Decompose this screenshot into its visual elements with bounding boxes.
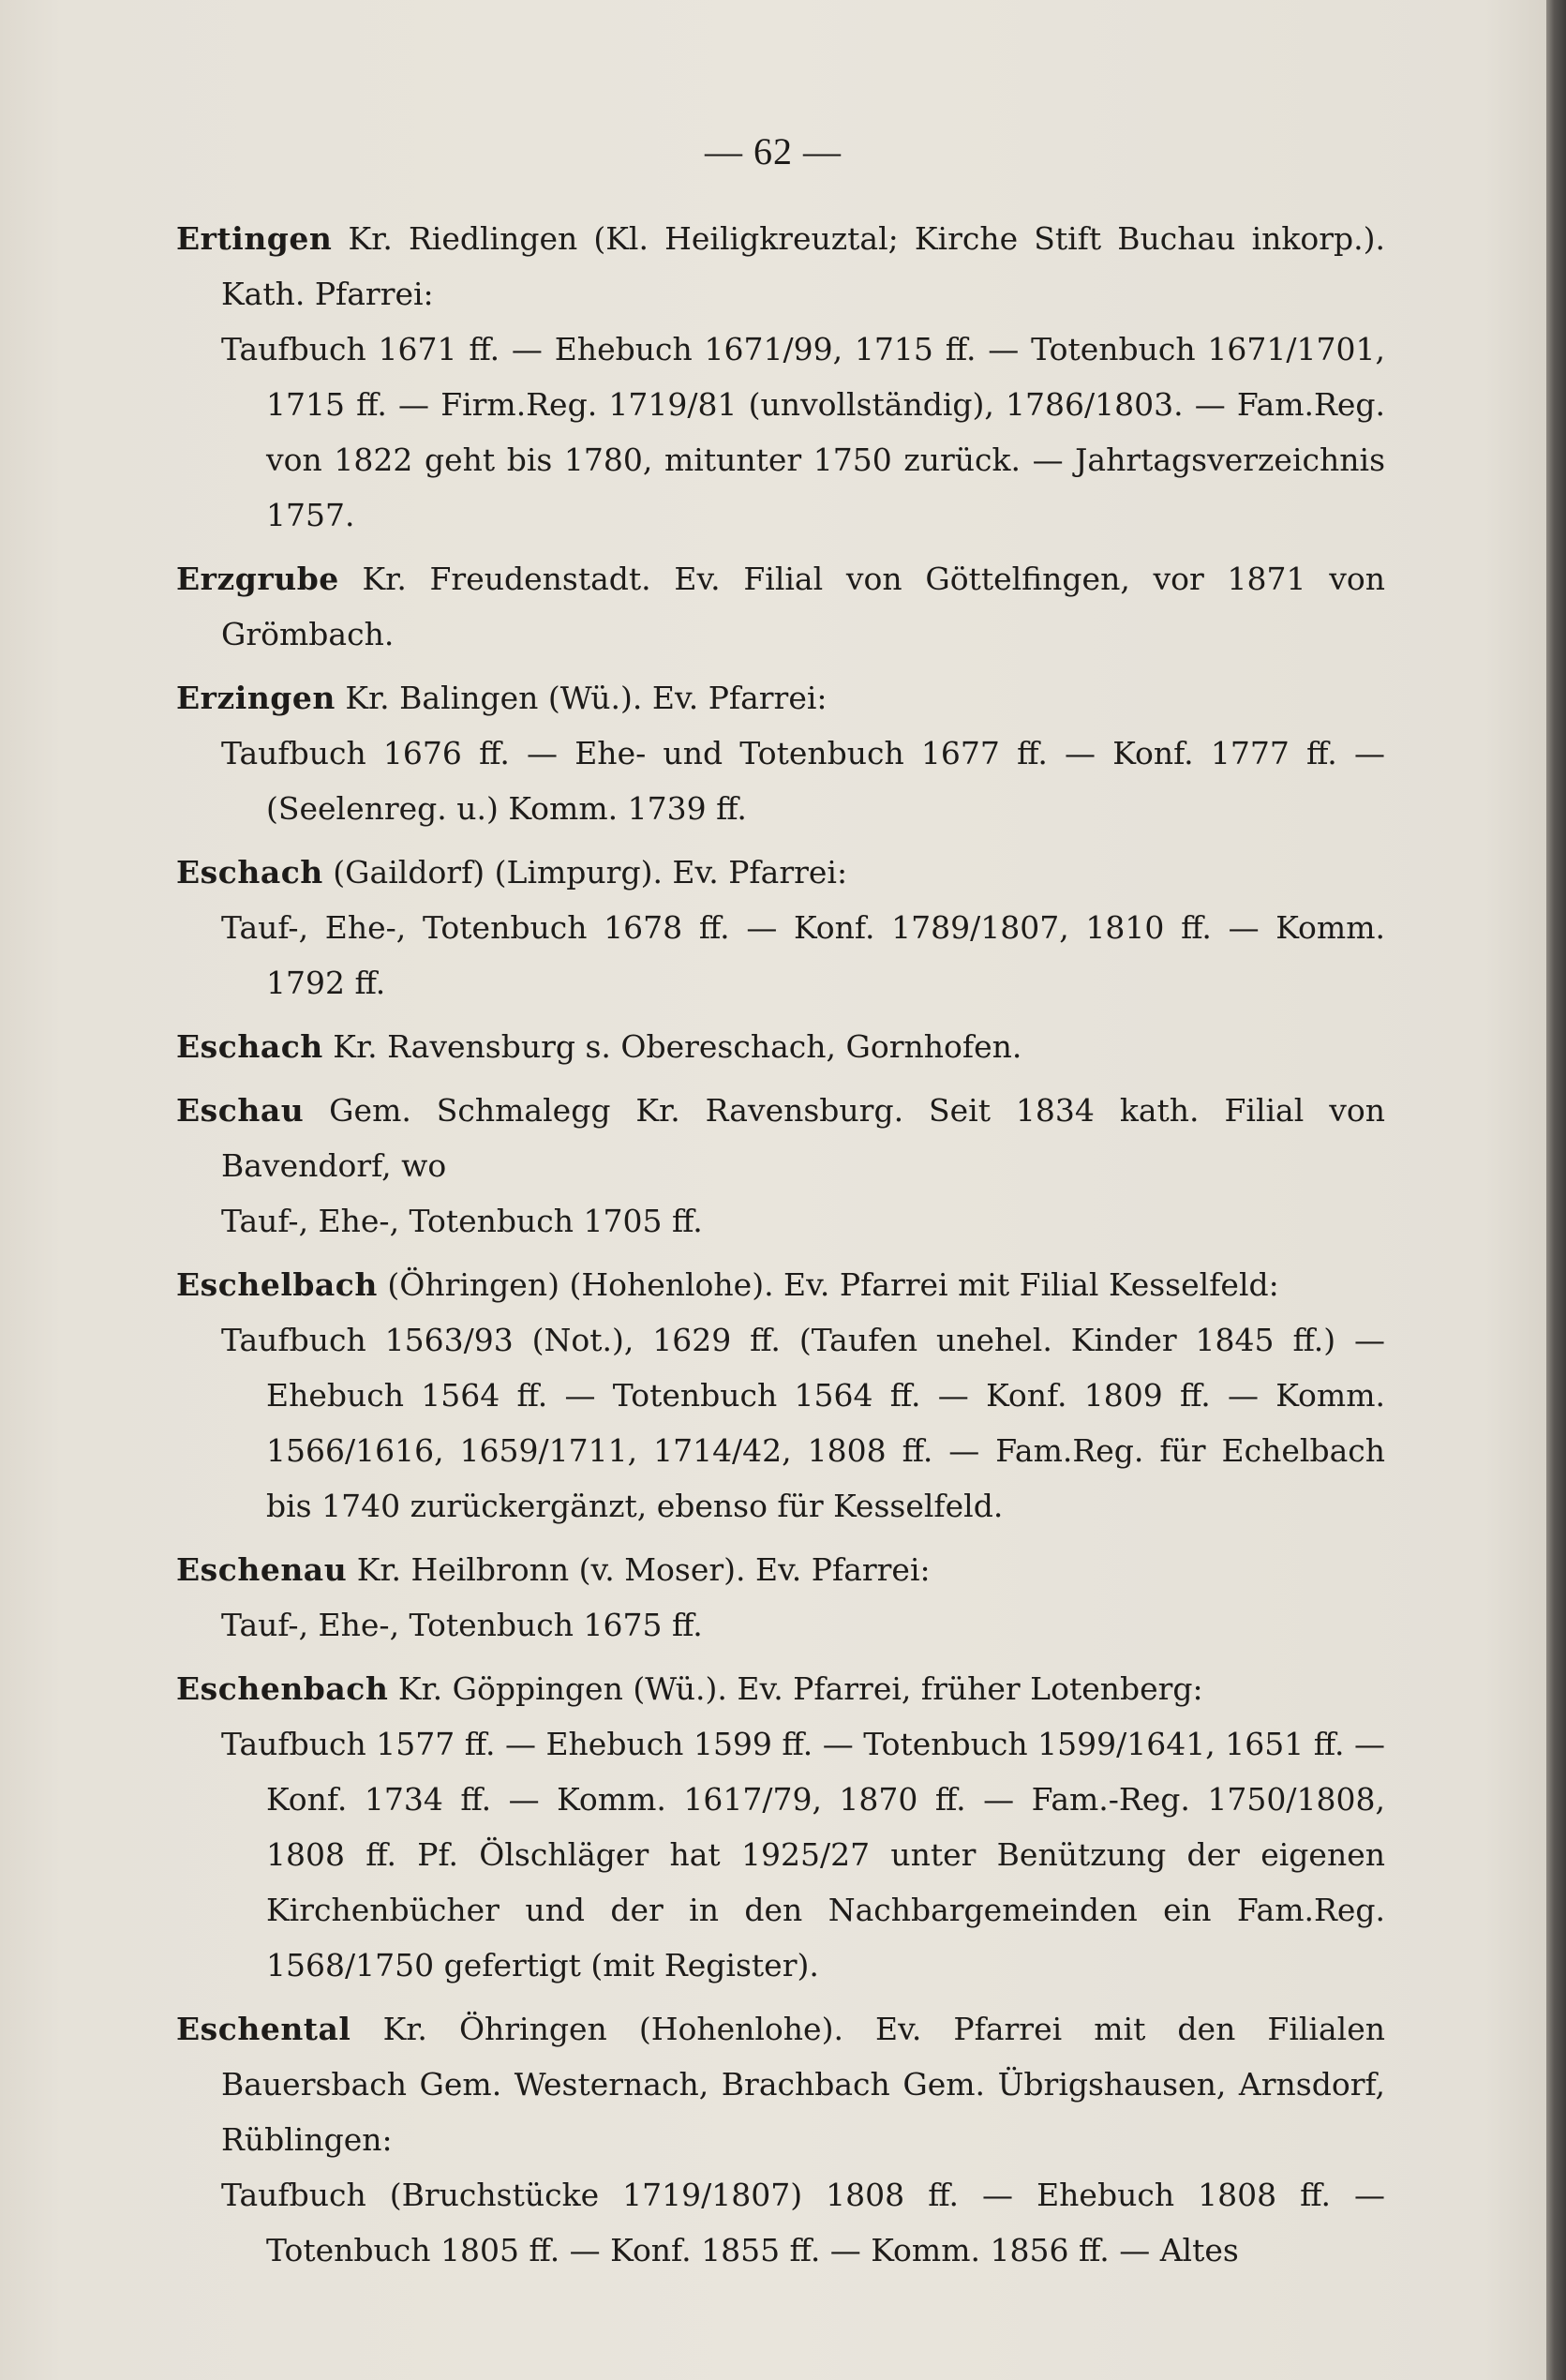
register-entries — [176, 211, 1385, 2286]
entry-eschental — [176, 2001, 1385, 2278]
entry-headword: Ertingen — [176, 220, 333, 257]
entry-intro — [176, 1257, 1385, 1312]
entry-intro — [176, 1542, 1385, 1597]
entry-description: (Öhringen) (Hohenlohe). Ev. Pfarrei mit Filial Kesselfeld: — [387, 1266, 1279, 1303]
entry-ertingen — [176, 211, 1385, 543]
entry-intro — [176, 1083, 1385, 1193]
entry-records: Tauf-, Ehe-, Totenbuch 1675 ff. — [221, 1607, 703, 1643]
entry-headword: Erzingen — [176, 680, 336, 716]
entry-records: Taufbuch 1577 ff. — Ehebuch 1599 ff. — Totenbuch 1599/1641, 1651 ff. — Konf. 1734 ff. — Komm. 1617/79, 1870 ff. — Fam.-Reg. 1750/1808, 1808 ff. Pf. Ölschläger hat 1925/27 unter Benützung der eigenen Kirchenbücher und der in den Nachbargemeinden ein Fam.Reg. 1568/1750 gefertigt (mit Register). — [221, 1726, 1385, 1983]
entry-intro — [176, 845, 1385, 900]
entry-eschach-gaildorf — [176, 845, 1385, 1010]
entry-description: Kr. Freudenstadt. Ev. Filial von Göttelfingen, vor 1871 von Grömbach. — [221, 561, 1385, 652]
entry-eschach-ravensburg — [176, 1019, 1385, 1074]
entry-erzingen — [176, 670, 1385, 836]
entry-headword: Eschenau — [176, 1551, 348, 1588]
entry-headword: Eschenbach — [176, 1670, 389, 1707]
entry-description: (Gaildorf) (Limpurg). Ev. Pfarrei: — [333, 854, 848, 891]
book-edge — [1546, 0, 1566, 2380]
entry-description: Kr. Göppingen (Wü.). Ev. Pfarrei, früher Lotenberg: — [397, 1670, 1203, 1707]
entry-headword: Eschach — [176, 1028, 323, 1065]
entry-headword: Eschelbach — [176, 1266, 378, 1303]
entry-headword: Erzgrube — [176, 561, 339, 597]
entry-records: Taufbuch 1671 ff. — Ehebuch 1671/99, 1715 ff. — Totenbuch 1671/1701, 1715 ff. — Firm.Reg. 1719/81 (unvollständig), 1786/1803. — Fam.Reg. von 1822 geht bis 1780, mitunter 1750 zurück. — Jahrtagsverzeichnis 1757. — [221, 331, 1385, 533]
entry-eschau — [176, 1083, 1385, 1249]
entry-description: Kr. Balingen (Wü.). Ev. Pfarrei: — [345, 680, 828, 716]
entry-intro — [176, 2001, 1385, 2167]
entry-headword: Eschach — [176, 854, 323, 891]
entry-headword: Eschental — [176, 2011, 351, 2047]
entry-records: Taufbuch 1676 ff. — Ehe- und Totenbuch 1677 ff. — Konf. 1777 ff. — (Seelenreg. u.) Komm. 1739 ff. — [221, 735, 1385, 827]
entry-description: Kr. Ravensburg s. Obereschach, Gornhofen. — [333, 1028, 1022, 1065]
entry-description: Kr. Heilbronn (v. Moser). Ev. Pfarrei: — [356, 1551, 931, 1588]
entry-description: Kr. Öhringen (Hohenlohe). Ev. Pfarrei mit den Filialen Bauersbach Gem. Westernach, Brachbach Gem. Übrigshausen, Arnsdorf, Rüblingen: — [221, 2011, 1385, 2158]
entry-eschenbach — [176, 1661, 1385, 1993]
entry-intro — [176, 1661, 1385, 1716]
entry-intro — [176, 670, 1385, 726]
entry-records: Tauf-, Ehe-, Totenbuch 1678 ff. — Konf. 1789/1807, 1810 ff. — Komm. 1792 ff. — [221, 909, 1385, 1001]
entry-description: Kr. Riedlingen (Kl. Heiligkreuztal; Kirche Stift Buchau inkorp.). Kath. Pfarrei: — [221, 220, 1385, 312]
entry-erzgrube — [176, 551, 1385, 662]
entry-intro — [176, 1019, 1385, 1074]
entry-intro — [176, 211, 1385, 322]
entry-records: Taufbuch 1563/93 (Not.), 1629 ff. (Taufen unehel. Kinder 1845 ff.) — Ehebuch 1564 ff. — Totenbuch 1564 ff. — Konf. 1809 ff. — Komm. 1566/1616, 1659/1711, 1714/42, 1808 ff. — Fam.Reg. für Echelbach bis 1740 zurückergänzt, ebenso für Kesselfeld. — [221, 1322, 1385, 1524]
entry-records: Taufbuch (Bruchstücke 1719/1807) 1808 ff. — Ehebuch 1808 ff. — Totenbuch 1805 ff. — Konf. 1855 ff. — Komm. 1856 ff. — Altes — [221, 2177, 1385, 2268]
page-number: — 62 — — [705, 130, 842, 172]
entry-eschelbach — [176, 1257, 1385, 1534]
entry-description: Gem. Schmalegg Kr. Ravensburg. Seit 1834 kath. Filial von Bavendorf, wo — [221, 1092, 1385, 1184]
entry-intro — [176, 551, 1385, 662]
entry-eschenau — [176, 1542, 1385, 1653]
entry-records: Tauf-, Ehe-, Totenbuch 1705 ff. — [221, 1203, 703, 1239]
entry-headword: Eschau — [176, 1092, 305, 1129]
